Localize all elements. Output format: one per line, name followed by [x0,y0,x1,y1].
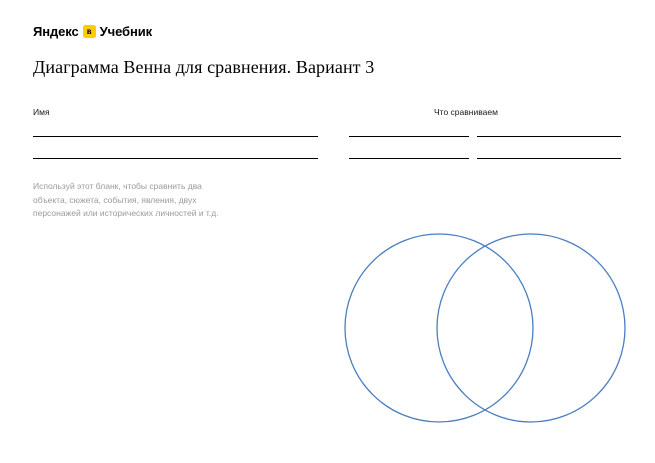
name-field-label: Имя [33,107,50,117]
venn-right-circle [437,234,625,422]
compare-write-line-1a[interactable] [349,136,469,137]
venn-diagram [340,228,630,428]
page-title: Диаграмма Венна для сравнения. Вариант 3 [33,57,375,77]
compare-write-line-2a[interactable] [349,158,469,159]
compare-write-line-1b[interactable] [477,136,621,137]
yandex-uchebnik-logo [33,24,152,39]
compare-write-line-2b[interactable] [477,158,621,159]
instructions-text: Используй этот бланк, чтобы сравнить два объекта, сюжета, события, явления, двух персонажей или исторических личностей и т.д. [33,181,219,218]
compare-field-label: Что сравниваем [434,107,498,117]
venn-left-circle [345,234,533,422]
logo-badge-icon: в [83,25,96,38]
name-write-line-1[interactable] [33,136,318,137]
logo-product-text: Учебник [99,24,153,39]
name-write-line-2[interactable] [33,158,318,159]
logo-brand-text: Яндекс [33,24,79,39]
